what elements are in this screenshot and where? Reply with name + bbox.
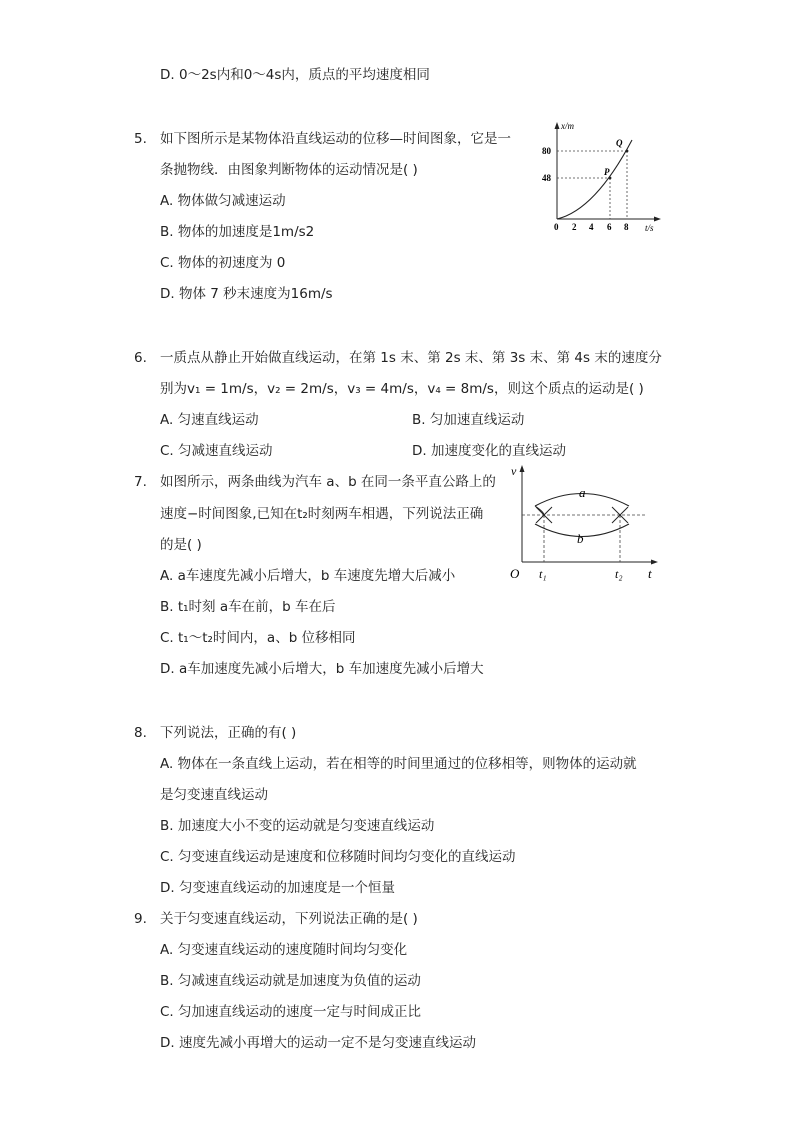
q5-option-d: D. 物体 7 秒末速度为16m/s — [160, 286, 333, 302]
q9-number: 9. — [134, 911, 147, 927]
q4-option-d: D. 0～2s内和0～4s内，质点的平均速度相同 — [160, 67, 430, 83]
q6-option-d: D. 加速度变化的直线运动 — [412, 443, 566, 459]
q6-stem-line2: 别为v₁ = 1m/s，v₂ = 2m/s，v₃ = 4m/s，v₄ = 8m/s，则这个质点的运动是( ) — [160, 381, 644, 397]
q7-t-arrow — [651, 560, 658, 565]
q9-stem: 关于匀变速直线运动，下列说法正确的是( ) — [160, 911, 418, 927]
q5-point-q — [626, 150, 629, 153]
q7-option-c: C. t₁～t₂时间内，a、b 位移相同 — [160, 630, 356, 646]
q7-velocity-time-graph — [505, 460, 665, 585]
q7-option-a: A. a车速度先减小后增大，b 车速度先增大后减小 — [160, 568, 456, 584]
q8-stem: 下列说法，正确的有( ) — [160, 725, 297, 741]
q8-number: 8. — [134, 725, 147, 741]
q6-option-c: C. 匀减速直线运动 — [160, 443, 273, 459]
q8-option-a-line1: A. 物体在一条直线上运动，若在相等的时间里通过的位移相等，则物体的运动就 — [160, 756, 637, 772]
q7-stem-line1: 如图所示，两条曲线为汽车 a、b 在同一条平直公路上的 — [160, 474, 496, 490]
q7-option-d: D. a车加速度先减小后增大，b 车加速度先减小后增大 — [160, 661, 484, 677]
q7-v-label: v — [511, 464, 517, 478]
q5-option-c: C. 物体的初速度为 0 — [160, 255, 286, 271]
q5-label-p: P — [604, 167, 610, 177]
q5-option-a: A. 物体做匀减速运动 — [160, 193, 286, 209]
q7-t1-label: t₁ — [539, 567, 547, 581]
q5-position-time-graph — [540, 118, 664, 234]
q8-option-c: C. 匀变速直线运动是速度和位移随时间均匀变化的直线运动 — [160, 849, 516, 865]
q5-stem-line1: 如下图所示是某物体沿直线运动的位移—时间图象，它是一 — [160, 131, 511, 147]
q7-stem-line3: 的是( ) — [160, 537, 202, 553]
q7-option-b: B. t₁时刻 a车在前，b 车在后 — [160, 599, 336, 615]
q8-option-b: B. 加速度大小不变的运动就是匀变速直线运动 — [160, 818, 435, 834]
q7-stem-line2: 速度−时间图象,已知在t₂时刻两车相遇，下列说法正确 — [160, 506, 484, 522]
q5-y-tick-48: 48 — [542, 173, 551, 183]
q7-origin-label: O — [510, 566, 520, 581]
q5-label-q: Q — [616, 138, 623, 148]
q5-number: 5. — [134, 131, 147, 147]
q5-x-tick-2: 2 — [572, 222, 577, 232]
q9-option-c: C. 匀加速直线运动的速度一定与时间成正比 — [160, 1004, 422, 1020]
q9-option-b: B. 匀减速直线运动就是加速度为负值的运动 — [160, 973, 421, 989]
q5-y-arrow — [555, 122, 560, 129]
q5-x-tick-8: 8 — [624, 222, 629, 232]
q7-number: 7. — [134, 474, 147, 490]
q5-x-arrow — [654, 217, 661, 222]
q6-number: 6. — [134, 350, 147, 366]
q5-y-label: x/m — [561, 121, 574, 131]
q5-parabola — [557, 140, 632, 219]
q5-y-tick-80: 80 — [542, 146, 551, 156]
q7-v-arrow — [520, 465, 525, 472]
q8-option-d: D. 匀变速直线运动的加速度是一个恒量 — [160, 880, 395, 896]
q5-x-tick-6: 6 — [607, 222, 612, 232]
q6-option-a: A. 匀速直线运动 — [160, 412, 259, 428]
q5-point-p — [609, 177, 612, 180]
q6-stem-line1: 一质点从静止开始做直线运动，在第 1s 末、第 2s 末、第 3s 末、第 4s 末的速度分 — [160, 350, 662, 366]
q7-curve-a-label: a — [579, 485, 586, 500]
q7-t-label: t — [648, 566, 652, 581]
q5-option-b: B. 物体的加速度是1m/s2 — [160, 224, 315, 240]
q5-stem-line2: 条抛物线．由图象判断物体的运动情况是( ) — [160, 162, 418, 178]
q9-option-a: A. 匀变速直线运动的速度随时间均匀变化 — [160, 942, 408, 958]
q7-t2-label: t₂ — [615, 567, 623, 581]
q9-option-d: D. 速度先减小再增大的运动一定不是匀变速直线运动 — [160, 1035, 476, 1051]
q6-option-b: B. 匀加速直线运动 — [412, 412, 525, 428]
q5-x-tick-4: 4 — [589, 222, 594, 232]
q7-curve-b-label: b — [577, 531, 584, 546]
q5-x-tick-0: 0 — [554, 222, 559, 232]
q8-option-a-line2: 是匀变速直线运动 — [160, 787, 268, 803]
q5-x-label: t/s — [645, 223, 654, 233]
